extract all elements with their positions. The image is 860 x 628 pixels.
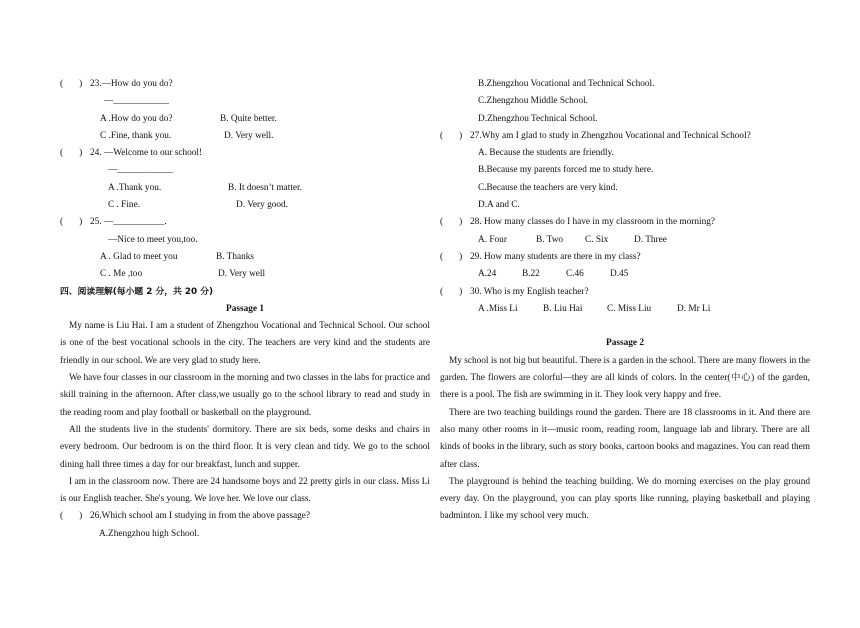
answer-blank: —____________ (104, 96, 170, 107)
options-row (60, 128, 430, 145)
option-c: C . Fine. (108, 200, 141, 211)
question-text: 28. How many classes do I have in my classroom in the morning? (470, 217, 716, 228)
options-row (440, 232, 810, 249)
question-text: 30. Who is my English teacher? (470, 286, 589, 297)
passage-1-title: Passage 1 (226, 303, 264, 314)
question-text: 29. How many students are there in my class? (470, 251, 641, 262)
option-d: D. Very good. (236, 200, 288, 211)
answer-paren-close: ) (79, 217, 83, 228)
option-a: A.24 (478, 269, 497, 280)
question-29 (440, 249, 810, 266)
answer-paren-open: ( (440, 251, 444, 262)
question-25 (60, 214, 430, 231)
question-text: 26.Which school am I studying in from the above passage? (90, 511, 310, 522)
passage-paragraph: I am in the classroom now. There are 24 handsome boys and 22 pretty girls in our class. Miss Li is our English teacher. She's young. We love her. We love our class. (60, 476, 430, 505)
question-28 (440, 214, 810, 231)
answer-paren-open: ( (60, 148, 64, 159)
option-b: B. Thanks (216, 251, 255, 262)
passage-2-body (440, 353, 810, 526)
option-d: D. Three (634, 234, 667, 245)
options-row (60, 249, 430, 266)
option-d: D.45 (610, 269, 629, 280)
question-27 (440, 128, 810, 145)
question-text: 27.Why am I glad to study in Zhengzhou Vocational and Technical School? (470, 130, 751, 141)
passage-paragraph: My school is not big but beautiful. There is a garden in the school. There are many flowers in the garden. The flowers are colorful—they are all kinds of colors. In the center(中心) of the garden, there is a pool. The fish are swimming in it. They look very happy and free. (440, 355, 810, 401)
option-c: C.46 (566, 269, 584, 280)
answer-paren-open: ( (60, 79, 64, 89)
option-a: A. Because the students are friendly. (478, 148, 614, 159)
answer-paren-close: ) (459, 130, 463, 141)
question-26 (60, 508, 430, 525)
option-b: B. Two (536, 234, 564, 245)
option-c: C .Fine, thank you. (100, 130, 172, 141)
answer-paren-close: ) (79, 511, 83, 522)
option-c: C.Because the teachers are very kind. (478, 182, 618, 193)
option-d: D.A and C. (478, 200, 520, 211)
section-title: 四、阅读理解(每小题 2 分，共 20 分) (60, 286, 214, 297)
answer-paren-open: ( (440, 130, 444, 141)
question-30 (440, 284, 810, 301)
right-column (440, 76, 810, 526)
question-text: 25. —___________. (90, 217, 167, 228)
option-d: D. Mr Li (677, 303, 711, 314)
option-d: D. Very well. (224, 130, 274, 141)
option-b: B.Because my parents forced me to study here. (478, 165, 654, 176)
option-b: B. Liu Hai (543, 303, 583, 314)
options-row (60, 111, 430, 128)
option-a: A . Glad to meet you (100, 251, 178, 262)
option-b: B. Quite better. (220, 113, 277, 124)
passage-2-title: Passage 2 (606, 338, 644, 349)
option-a: A .Miss Li (478, 303, 518, 314)
options-row (440, 266, 810, 283)
left-column (60, 76, 430, 543)
answer-blank: —____________ (108, 165, 174, 176)
option-d: D.Zhengzhou Technical School. (478, 113, 598, 124)
options-row (60, 197, 430, 214)
option-c: C. Miss Liu (607, 303, 652, 314)
passage-paragraph: We have four classes in our classroom in the morning and two classes in the labs for practice and skill training in the afternoon. After class,we usually go to the school library to read and study in the reading room and play football or basketball on the playground. (60, 373, 430, 418)
answer-paren-close: ) (79, 148, 83, 159)
options-row (60, 266, 430, 283)
question-23 (60, 76, 430, 93)
answer-paren-close: ) (459, 217, 463, 228)
answer-paren-close: ) (79, 79, 83, 89)
option-a: A. Four (478, 234, 507, 245)
answer-paren-open: ( (440, 286, 444, 297)
option-a: A .Thank you. (108, 182, 162, 193)
question-24 (60, 145, 430, 162)
option-b: B.22 (522, 269, 540, 280)
option-b: B.Zhengzhou Vocational and Technical School. (478, 79, 655, 89)
option-a: A.Zhengzhou high School. (99, 528, 200, 539)
question-text: 23.—How do you do? (90, 79, 173, 89)
answer-paren-open: ( (60, 217, 64, 228)
question-text: 24. —Welcome to our school! (90, 148, 203, 159)
passage-paragraph: All the students live in the students' dormitory. There are six beds, some desks and chairs in every bedroom. Our bedroom is on the third floor. It is very clean and tidy. We go to the school dining hall three times a day for our breakfast, lunch and supper. (60, 424, 430, 470)
option-b: B. It doesn’t matter. (228, 182, 302, 193)
passage-paragraph: There are two teaching buildings round the garden. There are 18 classrooms in it. And there are also many other rooms in it—music room, reading room, language lab and library. There are all kinds of books in the library, such as story books, cartoon books and magazines. You can read them after class. (440, 407, 810, 470)
option-a: A .How do you do? (100, 113, 173, 124)
option-c: C. Six (585, 234, 609, 245)
passage-paragraph: My name is Liu Hai. I am a student of Zhengzhou Vocational and Technical School. Our school is one of the best vocational schools in the city. The teachers are very kind and the students are friendly in our school. We are very glad to study here. (60, 321, 430, 366)
options-row (440, 301, 810, 318)
answer-paren-open: ( (440, 217, 444, 228)
option-c: C . Me ,too (100, 269, 143, 280)
answer-paren-close: ) (459, 286, 463, 297)
answer-paren-open: ( (60, 511, 64, 522)
answer-reply: —Nice to meet you,too. (108, 234, 198, 245)
option-d: D. Very well (218, 269, 266, 280)
answer-paren-close: ) (459, 251, 463, 262)
options-row (60, 180, 430, 197)
passage-paragraph: The playground is behind the teaching building. We do morning exercises on the play ground every day. On the playground, you can play sports like running, playing basketball and playing badminton. I like my school very much. (440, 476, 810, 522)
passage-1-body (60, 318, 430, 508)
option-c: C.Zhengzhou Middle School. (478, 96, 589, 107)
